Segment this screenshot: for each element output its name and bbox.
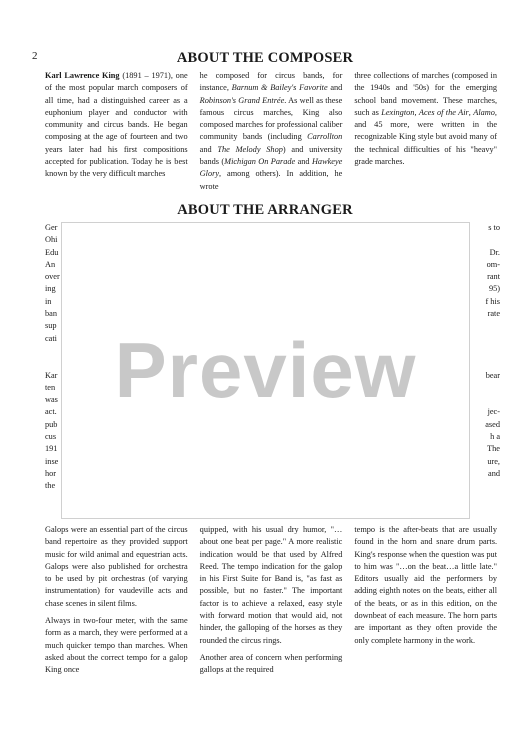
text-fragment: f his — [485, 296, 500, 306]
text-fragment — [470, 394, 500, 406]
text-fragment: in — [45, 296, 52, 306]
text-run: , among others). In addition, he wrote — [199, 169, 343, 191]
text-run: Aces of the Air — [418, 107, 469, 117]
text-fragment: An — [45, 259, 56, 269]
text-fragment: ban — [45, 309, 57, 319]
text-fragment: jec- — [487, 407, 500, 417]
text-fragment: om- — [486, 259, 500, 269]
composer-column-2 — [200, 70, 343, 198]
text-run: he composed for circus bands, for instance, — [199, 71, 343, 93]
text-run: and — [327, 83, 343, 93]
text-fragment — [470, 320, 500, 332]
paragraph: Galops were an essential part of the circus band repertoire as they provided support music for wild animal and equestrian acts. Galops were also published for orchestra to be used by pit orchestras (of varying instrumentation) for vaudeville acts and chase scenes in silent films. — [45, 525, 188, 608]
text-run: Lexington — [381, 107, 415, 117]
text-fragment: The — [487, 444, 500, 454]
composer-column-3 — [354, 70, 497, 198]
text-fragment: over — [45, 272, 60, 282]
text-fragment — [470, 333, 500, 345]
text-fragment: hor — [45, 468, 57, 478]
text-run: Barnum & Bailey's Favorite — [231, 83, 328, 93]
paragraph: Another area of concern when performing gallops at the required — [199, 652, 343, 675]
text-fragment: rate — [487, 309, 500, 319]
text-fragment: act. — [45, 407, 57, 417]
text-fragment: sup — [45, 321, 57, 331]
galop-column-2 — [200, 524, 343, 682]
text-fragment — [470, 357, 500, 369]
text-fragment — [45, 345, 61, 357]
text-run: and — [199, 144, 218, 154]
preview-watermark: Preview — [114, 326, 417, 414]
text-fragment — [470, 234, 500, 246]
text-fragment: Kar — [45, 370, 58, 380]
text-fragment: Ohi — [45, 235, 58, 245]
composer-column-1 — [45, 70, 188, 198]
preview-overlay — [61, 222, 470, 519]
text-fragment: cati — [45, 333, 57, 343]
page-number: 2 — [32, 50, 38, 62]
text-fragment: was — [45, 395, 58, 405]
text-run: ) and university bands ( — [199, 144, 343, 167]
text-run: Michigan On Parade — [224, 157, 296, 167]
text-fragment: Dr. — [489, 247, 500, 257]
text-fragment: 95) — [488, 284, 500, 294]
text-run: and — [295, 157, 312, 167]
arranger-left-fragments — [45, 222, 61, 493]
text-run: , and 45 more, were written in the recognizable King style but avoid many of the technical difficulties of his "heavy" grade marches. — [354, 107, 498, 167]
composer-columns — [45, 70, 497, 198]
text-run: Karl Lawrence King — [45, 71, 120, 80]
text-fragment: bear — [485, 370, 500, 380]
text-run: (1891 – 1971), one of the most popular march composers of all time, had a distinguished career as a euphonium player and conductor with community and circus bands. He began composing at the age of fourteen and two years later had his first compositions accepted for publication. Today he is best known by the very difficult marches — [45, 71, 188, 179]
text-fragment: cus — [45, 432, 57, 442]
text-run: Robinson's Grand Entrée — [199, 95, 285, 105]
text-fragment — [45, 357, 61, 369]
text-fragment: the — [45, 481, 56, 491]
text-fragment: s to — [488, 223, 500, 232]
arranger-right-fragments — [470, 222, 500, 493]
text-run: Alamo — [473, 107, 495, 117]
text-run: Carrollton — [307, 132, 343, 142]
text-fragment: ten — [45, 382, 56, 392]
text-fragment: ing — [45, 284, 56, 294]
paragraph: Always in two-four meter, with the same form as a march, they were performed at a much quicker tempo than marches. When asked about the correct tempo for a galop King once — [45, 616, 188, 675]
text-run: three collections of marches (composed in the 1940s and '50s) for the emerging school band movement. These marches, such as — [354, 71, 498, 117]
text-fragment: h a — [490, 432, 500, 442]
text-run: The Melody Shop — [217, 144, 283, 154]
text-fragment — [470, 382, 500, 394]
arranger-heading: ABOUT THE ARRANGER — [177, 202, 353, 218]
galop-column-1 — [45, 524, 188, 682]
galop-column-3 — [354, 524, 497, 682]
composer-heading: ABOUT THE COMPOSER — [176, 50, 354, 66]
text-fragment: ure, — [487, 456, 500, 466]
text-run: . As well as these famous circus marches, King also composed marches for professional caliber community bands (including — [199, 95, 343, 142]
text-fragment: and — [488, 468, 500, 478]
text-fragment — [470, 345, 500, 357]
paragraph: tempo is the after-beats that are usually found in the horn and snare drum parts. King's response when the question was put to him was "…on the beat…a little late." Editors usually aid the performers by adding eighth notes on the beats, either all of the beats, or as in this edition, on the downbeat of each measure. The horn parts are important as they often provide the only complete harmony in the work. — [354, 525, 498, 645]
text-fragment: pub — [45, 419, 58, 429]
galop-columns — [45, 524, 497, 682]
text-run: Hawkeye Glory — [199, 157, 343, 179]
text-fragment — [470, 480, 500, 492]
text-fragment: Ger — [45, 223, 58, 232]
text-run: , — [468, 107, 474, 117]
text-fragment: 191 — [45, 444, 58, 454]
text-fragment: ased — [485, 419, 500, 429]
text-fragment: inse — [45, 456, 59, 466]
text-fragment: Edu — [45, 247, 59, 257]
text-fragment: rant — [487, 272, 500, 282]
paragraph: quipped, with his usual dry humor, "…about one beat per page." A more realistic indication would be that used by Alfred Reed. The tempo indication for the galop in his First Suite for Band is, "as fast as possible, but no faster." The important factor is to achieve a relaxed, easy style with forward motion that would aid, not hinder, the galloping of the horses as they rounded the circus rings. — [199, 525, 343, 645]
text-run: , — [414, 107, 419, 117]
